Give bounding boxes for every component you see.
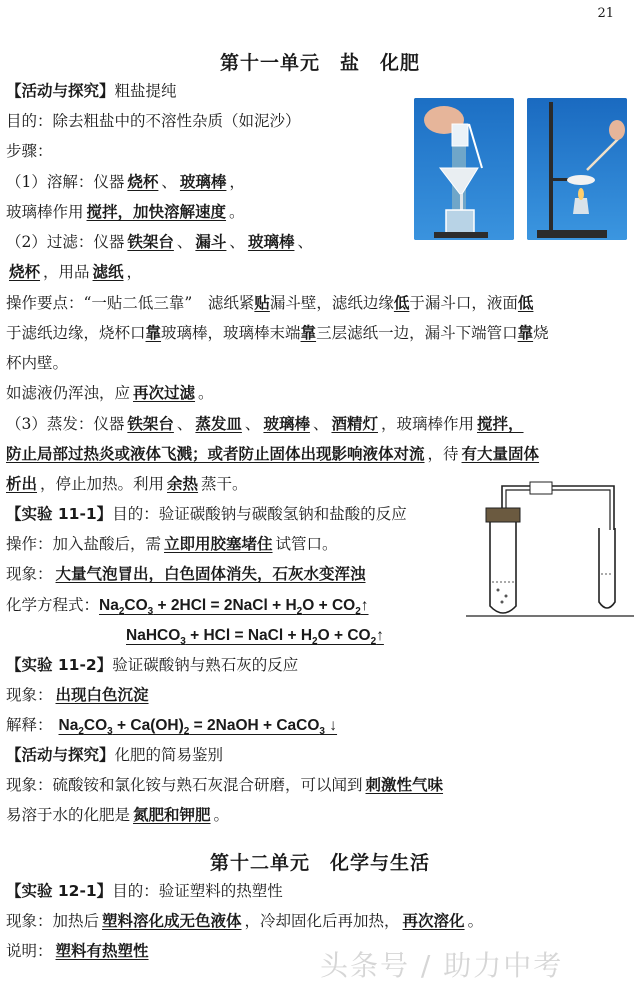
filter-answer-2: 漏斗 xyxy=(195,233,227,251)
points-line-3: 杯内壁。 xyxy=(6,354,69,372)
rod-role-answer: 搅拌，加快溶解速度 xyxy=(86,203,227,221)
rod-role-line: 玻璃棒作用 搅拌，加快溶解速度 。 xyxy=(6,203,245,221)
points-key-lean: 靠 xyxy=(145,324,162,342)
evap-residual-answer: 余热 xyxy=(167,475,199,493)
filter-prefix: （2）过滤：仪器 xyxy=(6,233,125,251)
points-text: 玻璃棒，玻璃棒末端 xyxy=(161,324,301,342)
points-text: 漏斗壁，滤纸边缘 xyxy=(269,294,394,312)
exp12-1-explain-prefix: 说明： xyxy=(6,942,53,960)
evap-answer-3: 玻璃棒 xyxy=(263,415,310,433)
filter-goods-label: ，用品 xyxy=(43,263,90,281)
exp11-1-eq-line-1 xyxy=(6,594,369,623)
equation-3: $Na_2CO_3 + Ca(OH)_2$ = 2NaOH + CaCO$_3$ ↓ xyxy=(58,717,338,738)
unit12-title: 第十二单元 化学与生活 xyxy=(209,852,430,874)
gas-test-apparatus-diagram xyxy=(462,478,634,620)
equation-1: $Na_2CO_3 + 2HCl$ = 2NaCl + $H_2O$ + $CO_2↑$ xyxy=(99,597,369,618)
points-key-lean: 靠 xyxy=(300,324,317,342)
filter-line: （2）过滤：仪器 铁架台 、 漏斗 、 玻璃棒 、 xyxy=(6,233,313,251)
activity2-soluble-suffix: 。 xyxy=(213,806,230,824)
dissolve-answer-1: 烧杯 xyxy=(127,173,159,191)
activity2-phen-text: 现象：硫酸铵和氯化铵与熟石灰混合研磨，可以闻到 xyxy=(6,776,363,794)
turbid-answer: 再次过滤 xyxy=(133,384,196,402)
points-key-low: 低 xyxy=(393,294,410,312)
dissolve-line: （1）溶解：仪器 烧杯 、 玻璃棒 ， xyxy=(6,173,245,191)
exp11-2-tag: 【实验 11-2】 xyxy=(6,656,113,674)
filter-line-2: 烧杯 ，用品 滤纸 ， xyxy=(6,261,142,283)
exp11-1-op xyxy=(6,533,338,555)
activity1-tag: 【活动与探究】 xyxy=(6,82,115,100)
exp11-2-purpose: 验证碳酸钠与熟石灰的反应 xyxy=(112,656,299,674)
evap-line: （3）蒸发：仪器 铁架台 、 蒸发皿 、 玻璃棒 、 酒精灯 ，玻璃棒作用 搅拌， xyxy=(6,413,527,435)
evap-answer-2: 蒸发皿 xyxy=(195,415,242,433)
exp11-2-explain xyxy=(6,714,337,743)
evap-line-2 xyxy=(6,443,542,465)
points-text: 于滤纸边缘，烧杯口 xyxy=(6,324,146,342)
evap-prefix: （3）蒸发：仪器 xyxy=(6,415,125,433)
filter-goods-answer: 滤纸 xyxy=(92,263,124,281)
activity2-topic: 化肥的简易鉴别 xyxy=(114,746,224,764)
equation-2: NaHCO$_3$ + HCl = NaCl + $H_2O$ + $CO_2↑$ xyxy=(126,627,384,648)
exp12-1-phen-answer-1: 塑料溶化成无色液体 xyxy=(102,912,242,930)
activity2-heading xyxy=(6,744,223,766)
turbid-prefix: 如滤液仍浑浊，应 xyxy=(6,384,131,402)
activity1-heading xyxy=(6,80,177,102)
evap-wait: ，待 xyxy=(427,445,459,463)
evap-rod-answer: 搅拌， xyxy=(477,415,524,433)
points-line-2 xyxy=(6,322,549,344)
filter-answer-4: 烧杯 xyxy=(9,263,41,281)
exp11-1-op-suffix: 试管口。 xyxy=(275,535,338,553)
points-line-1 xyxy=(6,292,533,314)
evap-line-3 xyxy=(6,473,248,495)
exp11-2-explain-prefix: 解释： xyxy=(6,716,53,734)
exp11-2-phen-answer: 出现白色沉淀 xyxy=(55,686,149,704)
exp11-2-phen-prefix: 现象： xyxy=(6,686,53,704)
evap-end: 蒸干。 xyxy=(201,475,248,493)
filtration-photo xyxy=(414,98,514,240)
exp12-1-tag: 【实验 12-1】 xyxy=(6,882,113,900)
exp11-1-op-answer: 立即用胶塞堵住 xyxy=(164,535,273,553)
exp11-1-eq-line-2 xyxy=(126,624,384,653)
evap-answer-1: 铁架台 xyxy=(127,415,174,433)
exp11-2-phenomenon xyxy=(6,684,152,706)
exp11-1-heading xyxy=(6,503,407,525)
exp11-1-phenomenon xyxy=(6,563,369,585)
exp12-1-purpose: 目的：验证塑料的热塑性 xyxy=(112,882,283,900)
unit11-title: 第十一单元 盐 化肥 xyxy=(219,52,420,74)
points-text: 三层滤纸一边，漏斗下端管口 xyxy=(316,324,518,342)
exp11-2-heading xyxy=(6,654,298,676)
activity2-soluble xyxy=(6,804,229,826)
exp12-1-phen-prefix: 现象：加热后 xyxy=(6,912,100,930)
exp11-1-tag: 【实验 11-1】 xyxy=(6,505,113,523)
points-text: 操作要点：“一贴二低三靠” 滤纸紧 xyxy=(6,294,255,312)
evap-wait-answer: 有大量固体 xyxy=(461,445,540,463)
activity2-phenomenon xyxy=(6,774,446,796)
evap-answer-4: 酒精灯 xyxy=(331,415,378,433)
evap-stop: ，停止加热。利用 xyxy=(40,475,165,493)
filter-answer-3: 玻璃棒 xyxy=(247,233,295,251)
activity1-purpose: 目的：除去粗盐中的不溶性杂质（如泥沙） xyxy=(6,112,301,130)
exp11-1-phen-answer: 大量气泡冒出，白色固体消失，石灰水变浑浊 xyxy=(55,565,366,583)
exp12-1-phen-answer-2: 再次溶化 xyxy=(402,912,465,930)
turbid-line: 如滤液仍浑浊，应 再次过滤 。 xyxy=(6,384,214,402)
points-key-lean: 靠 xyxy=(517,324,534,342)
exp12-1-heading xyxy=(6,880,283,902)
exp12-1-explain xyxy=(6,940,152,962)
dissolve-answer-2: 玻璃棒 xyxy=(179,173,227,191)
page-number: 21 xyxy=(597,6,614,21)
points-key-tie: 贴 xyxy=(254,294,270,312)
exp11-1-purpose: 目的：验证碳酸钠与碳酸氢钠和盐酸的反应 xyxy=(112,505,407,523)
exp12-1-phen-end: 。 xyxy=(467,912,484,930)
evap-rod-answer-cont: 防止局部过热炎或液体飞溅；或者防止固体出现影响液体对流 xyxy=(6,445,425,463)
activity2-soluble-answer: 氮肥和钾肥 xyxy=(133,806,211,824)
filter-answer-1: 铁架台 xyxy=(127,233,174,251)
evap-rod-label: ，玻璃棒作用 xyxy=(380,415,474,433)
activity2-soluble-prefix: 易溶于水的化肥是 xyxy=(6,806,131,824)
evap-wait-answer-cont: 析出 xyxy=(6,475,38,493)
watermark: 头条号 / 助力中考 xyxy=(320,949,564,982)
steps-label: 步骤： xyxy=(6,142,53,160)
points-text: 于漏斗口，液面 xyxy=(409,294,518,312)
activity2-phen-answer: 刺激性气味 xyxy=(365,776,444,794)
activity2-tag: 【活动与探究】 xyxy=(6,746,115,764)
exp12-1-phen-mid: ，冷却固化后再加热， xyxy=(244,912,400,930)
dissolve-prefix: （1）溶解：仪器 xyxy=(6,173,125,191)
rod-role-prefix: 玻璃棒作用 xyxy=(6,203,84,221)
points-key-low: 低 xyxy=(517,294,534,312)
activity1-topic: 粗盐提纯 xyxy=(114,82,177,100)
exp11-1-phen-prefix: 现象： xyxy=(6,565,53,583)
points-text: 烧 xyxy=(533,324,549,342)
exp12-1-phenomenon xyxy=(6,910,483,932)
exp11-1-op-prefix: 操作：加入盐酸后，需 xyxy=(6,535,162,553)
eq-label: 化学方程式： xyxy=(6,596,100,614)
exp12-1-explain-answer: 塑料有热塑性 xyxy=(55,942,149,960)
evaporation-photo xyxy=(527,98,627,240)
